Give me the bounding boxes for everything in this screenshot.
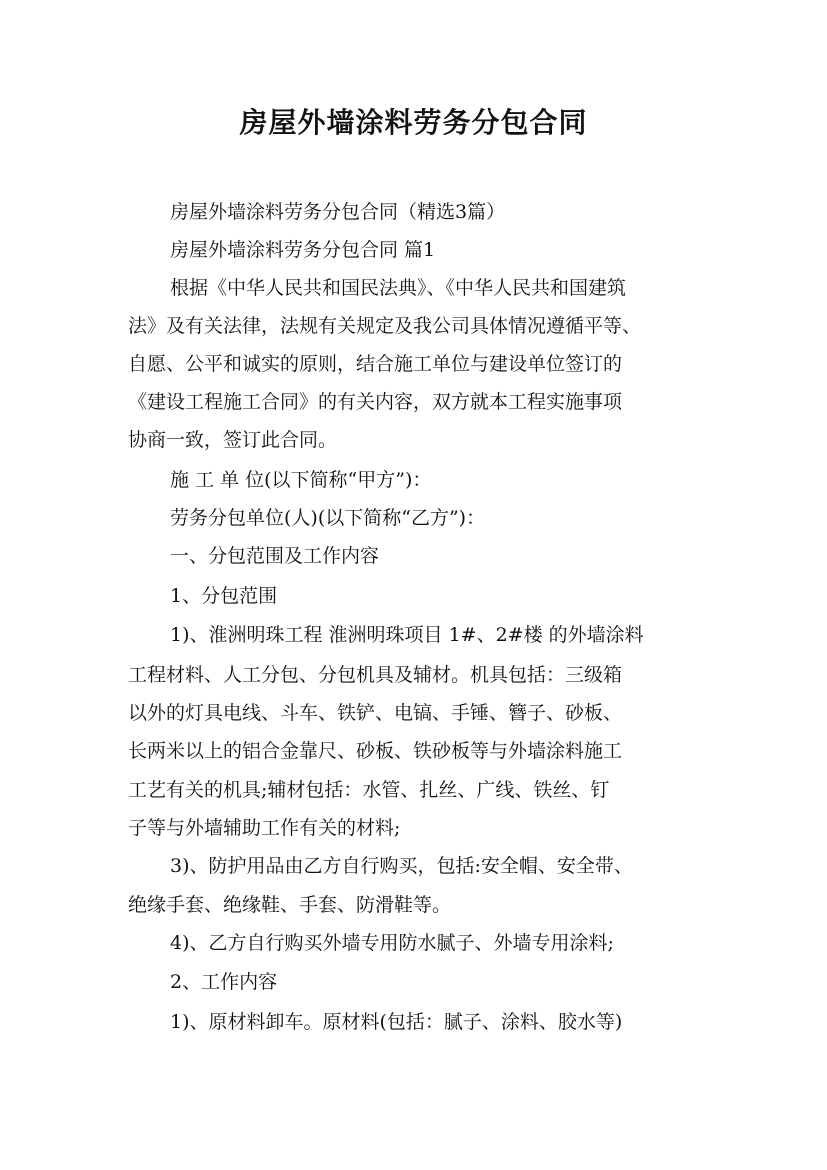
document-title: 房屋外墙涂料劳务分包合同 — [239, 106, 588, 139]
paragraph-line: 以外的灯具电线、斗车、铁铲、电镐、手锤、簪子、砂板、 — [128, 702, 623, 724]
party-a-line: 施 工 单 位(以下简称“甲方”)： — [170, 469, 432, 491]
subsection-heading: 1、分包范围 — [170, 585, 278, 607]
paragraph-line: 子等与外墙辅助工作有关的材料; — [128, 817, 401, 839]
paragraph-line: 长两米以上的铝合金靠尺、砂板、铁砂板等与外墙涂料施工 — [128, 740, 623, 762]
paragraph-line: 绝缘手套、绝缘鞋、手套、防滑鞋等。 — [128, 894, 452, 916]
paragraph-line: 1)、原材料卸车。原材料(包括：腻子、涂料、胶水等) — [170, 1011, 623, 1033]
subsection-heading: 2、工作内容 — [170, 971, 278, 993]
paragraph-line: 法》及有关法律，法规有关规定及我公司具体情况遵循平等、 — [128, 315, 642, 337]
section-heading: 一、分包范围及工作内容 — [170, 545, 380, 567]
paragraph-line: 协商一致，签订此合同。 — [128, 429, 338, 451]
paragraph-line: 《建设工程施工合同》的有关内容，双方就本工程实施事项 — [128, 391, 623, 413]
paragraph-line: 1)、淮洲明珠工程 淮洲明珠项目 1#、2#楼 的外墙涂料 — [170, 624, 644, 646]
paragraph-line: 4)、乙方自行购买外墙专用防水腻子、外墙专用涂料; — [170, 932, 614, 954]
paragraph-line: 工艺有关的机具;辅材包括：水管、扎丝、广线、铁丝、钉 — [128, 779, 610, 801]
paragraph-line: 3)、防护用品由乙方自行购买，包括:安全帽、安全带、 — [170, 855, 633, 877]
paragraph-line: 工程材料、人工分包、分包机具及辅材。机具包括：三级箱 — [128, 664, 623, 686]
party-b-line: 劳务分包单位(人)(以下简称“乙方”)： — [170, 507, 486, 529]
subtitle-line: 房屋外墙涂料劳务分包合同（精选3篇） — [170, 201, 506, 223]
section-heading: 房屋外墙涂料劳务分包合同 篇1 — [170, 239, 436, 261]
paragraph-line: 根据《中华人民共和国民法典》、《中华人民共和国建筑 — [170, 277, 627, 299]
paragraph-line: 自愿、公平和诚实的原则，结合施工单位与建设单位签订的 — [128, 353, 623, 375]
